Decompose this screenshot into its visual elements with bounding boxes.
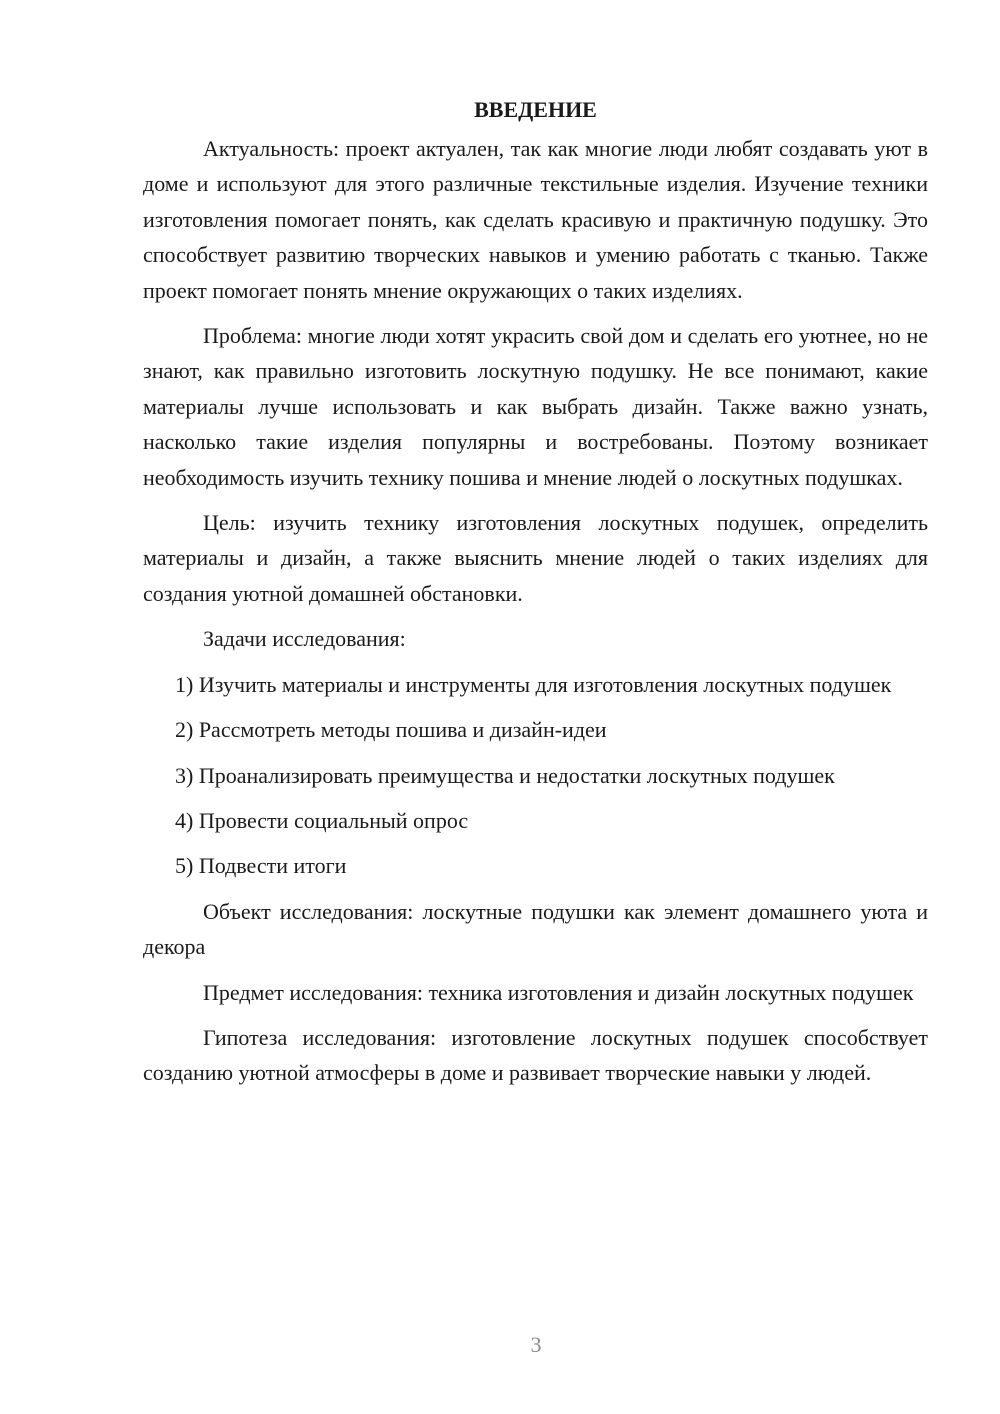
paragraph-object: Объект исследования: лоскутные подушки как элемент домашнего уюта и декора <box>143 898 928 960</box>
paragraph-goal: Цель: изучить технику изготовления лоскутных подушек, определить материалы и дизайн, а также выяснить мнение людей о таких изделиях для создания уютной домашней обстановки. <box>143 510 928 606</box>
tasks-list <box>143 667 928 884</box>
task-item: 3) Проанализировать преимущества и недостатки лоскутных подушек <box>175 762 835 788</box>
paragraph-subject: Предмет исследования: техника изготовления и дизайн лоскутных подушек <box>203 979 914 1005</box>
task-item: 2) Рассмотреть методы пошива и дизайн-идеи <box>175 717 607 743</box>
page-number: 3 <box>530 1332 542 1357</box>
task-item: 1) Изучить материалы и инструменты для изготовления лоскутных подушек <box>175 671 892 697</box>
task-item: 5) Подвести итоги <box>175 853 347 879</box>
page-title: ВВЕДЕНИЕ <box>474 97 597 122</box>
paragraph-hypothesis: Гипотеза исследования: изготовление лоскутных подушек способствует созданию уютной атмосферы в доме и развивает творческие навыки у людей. <box>143 1024 928 1086</box>
paragraph-relevance: Актуальность: проект актуален, так как многие люди любят создавать уют в доме и используют для этого различные текстильные изделия. Изучение техники изготовления помогает понять, как сделать красивую и практичную подушку. Это способствует развитию творческих навыков и умению работать с тканью. Также проект помогает понять мнение окружающих о таких изделиях. <box>143 136 928 303</box>
paragraph-problem: Проблема: многие люди хотят украсить свой дом и сделать его уютнее, но не знают, как правильно изготовить лоскутную подушку. Не все понимают, какие материалы лучше использовать и как выбрать дизайн. Также важно узнать, насколько такие изделия популярны и востребованы. Поэтому возникает необходимость изучить технику пошива и мнение людей о лоскутных подушках. <box>143 323 928 490</box>
tasks-heading: Задачи исследования: <box>203 626 406 652</box>
task-item: 4) Провести социальный опрос <box>175 807 469 833</box>
